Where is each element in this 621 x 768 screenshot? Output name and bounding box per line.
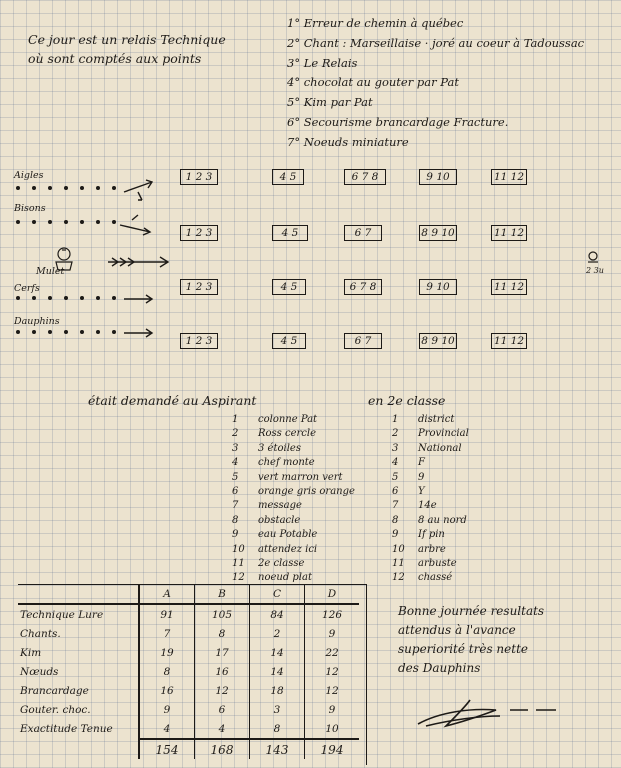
table-cell: 9 [305,700,360,719]
note-line: superiorité très nette [398,642,528,656]
list-item: 7 message [232,500,302,512]
column-header: D [305,584,360,604]
arrows [108,180,168,337]
list-item: 8 obstacle [232,514,301,526]
aspirant-list [232,413,355,586]
list-item: 11 arbuste [392,558,457,570]
list-item: 4 chef monte [232,457,315,469]
table-row [18,719,359,739]
table-row [18,662,359,681]
rule-item: 6° Secourisme brancardage Fracture. [287,114,509,129]
total-cell: 143 [250,739,305,759]
table-cell: 8 [139,662,195,681]
table-cell: 3 [250,700,305,719]
row-label: Technique Lure [20,608,104,621]
list-item: 1 district [392,414,455,425]
total-cell: 194 [305,739,360,759]
list-item: 10 arbre [392,543,446,555]
note-line: attendus à l'avance [398,623,516,637]
table-cell: 105 [195,604,250,624]
list-item: 5 vert marron vert [232,471,343,483]
list-item: 1 colonne Pat [232,414,318,425]
list-item: 8 8 au nord [392,514,467,526]
list-item: 7 14e [392,500,437,512]
station-box: 1 2 3 [180,279,218,295]
table-cell: 9 [139,700,195,719]
station-box: 8 9 10 [419,225,457,241]
mulet-label: Mulet [36,266,65,277]
station-box: 6 7 [344,333,382,349]
dots-row-2 [16,220,116,224]
second-class-list [392,413,469,586]
table-cell: 19 [139,643,195,662]
column-header: B [195,584,250,604]
table-cell: 4 [139,719,195,739]
closing-note [398,602,544,678]
note-line: Bonne journée resultats [398,604,545,618]
row-label: Nœuds [20,665,59,678]
note-line: des Dauphins [398,661,481,675]
patrol-label-aigles: Aigles [14,170,44,181]
table-row [18,643,359,662]
rule-item: 2° Chant : Marseillaise · joré au coeur à Tadoussac [287,35,585,50]
table-cell: 4 [195,719,250,739]
station-box: 4 5 [272,279,306,295]
station-box: 1 2 3 [180,225,218,241]
list-item: 9 If pin [392,529,445,541]
list-item: 6 orange gris orange [232,486,355,498]
station-box: 11 12 [491,279,527,295]
table-cell: 14 [250,662,305,681]
table-cell: 16 [195,662,250,681]
table-header-row [18,584,359,604]
table-cell: 12 [305,662,360,681]
table-cell: 14 [250,643,305,662]
table-cell: 17 [195,643,250,662]
list-item: 11 2e classe [232,558,305,570]
list-item: 5 9 [392,471,425,483]
table-cell: 126 [305,604,360,624]
station-box: 9 10 [419,169,457,185]
list-item: 3 National [392,442,462,454]
signature-icon [418,700,556,726]
patrol-label-dauphins: Dauphins [14,316,60,327]
table-row [18,624,359,643]
rule-item: 7° Noeuds miniature [287,134,409,149]
patrol-label-bisons: Bisons [14,203,46,214]
station-box: 9 10 [419,279,457,295]
row-label: Brancardage [20,684,89,697]
column-header: C [250,584,305,604]
list-item: 3 3 étoiles [232,442,301,454]
station-box: 8 9 10 [419,333,457,349]
table-row [18,700,359,719]
rule-item: 4° chocolat au gouter par Pat [287,75,459,90]
table-cell: 7 [139,624,195,643]
row-label: Kim [20,646,42,659]
station-box: 1 2 3 [180,333,218,349]
list-item: 12 chassé [392,572,453,584]
patrol-label-cerfs: Cerfs [14,283,40,294]
table-cell: 10 [305,719,360,739]
station-box: 11 12 [491,333,527,349]
table-cell: 8 [250,719,305,739]
table-cell: 8 [195,624,250,643]
side-note: 2 3u [586,266,604,275]
table-cell: 18 [250,681,305,700]
station-box: 11 12 [491,225,527,241]
dots-row-4 [16,330,116,334]
table-cell: 2 [250,624,305,643]
mulet-figure-icon [56,248,72,270]
intro-line-1: Ce jour est un relais Technique [28,32,226,47]
rule-item: 3° Le Relais [287,55,358,70]
list-item: 9 eau Potable [232,529,318,541]
dots-row-1 [16,186,116,190]
list-item: 2 Provincial [392,428,469,440]
total-cell: 168 [195,739,250,759]
side-figure-icon [588,252,598,262]
station-box: 6 7 8 [344,169,386,185]
row-label: Gouter. choc. [20,703,91,716]
table-cell: 12 [305,681,360,700]
column-header: A [139,584,195,604]
table-cell: 22 [305,643,360,662]
questions-heading-class: en 2e classe [368,393,446,408]
table-cell: 16 [139,681,195,700]
total-cell: 154 [139,739,195,759]
station-box: 6 7 [344,225,382,241]
list-item: 10 attendez ici [232,543,318,555]
table-cell: 91 [139,604,195,624]
dots-row-3 [16,296,116,300]
table-cell: 84 [250,604,305,624]
totals-row [18,739,359,759]
score-table [18,584,359,759]
table-row [18,681,359,700]
table-row [18,604,359,624]
row-label: Exactitude Tenue [20,723,113,735]
station-box: 11 12 [491,169,527,185]
rule-item: 5° Kim par Pat [287,95,373,110]
station-box: 6 7 8 [344,279,382,295]
list-item: 12 noeud plat [232,572,312,584]
station-box: 4 5 [272,333,306,349]
list-item: 2 Ross cercle [232,428,317,440]
list-item: 4 F [392,457,425,469]
table-cell: 12 [195,681,250,700]
intro-line-2: où sont comptés aux points [28,51,202,66]
list-item: 6 Y [392,486,425,498]
row-label: Chants. [20,627,61,640]
station-box: 4 5 [272,225,308,241]
station-box: 4 5 [272,169,304,185]
table-cell: 9 [305,624,360,643]
questions-heading: était demandé au Aspirant [88,393,257,408]
station-box: 1 2 3 [180,169,218,185]
rule-item: 1° Erreur de chemin à québec [287,16,464,30]
table-cell: 6 [195,700,250,719]
